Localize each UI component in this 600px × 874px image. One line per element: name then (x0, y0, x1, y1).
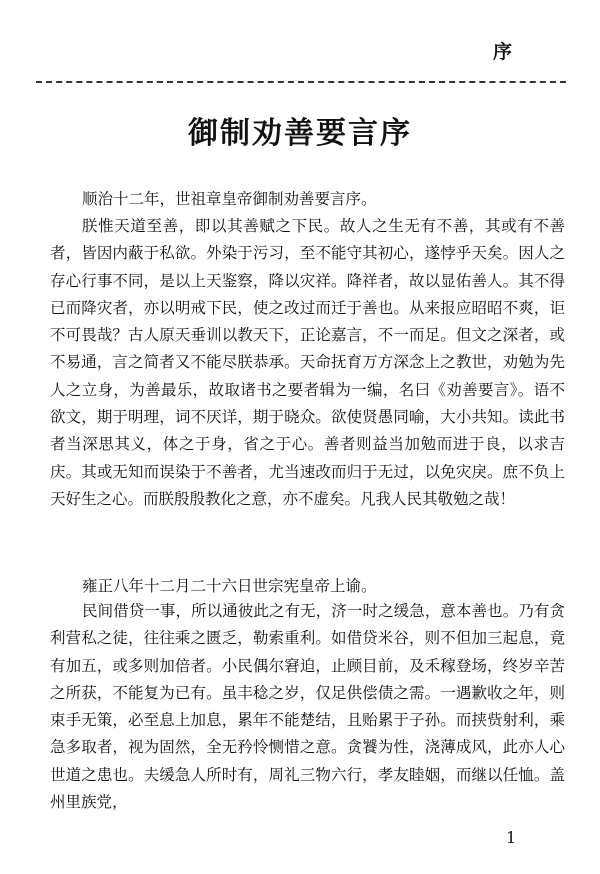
running-header-title: 序 (493, 41, 513, 63)
page-title: 御制劝善要言序 (188, 116, 412, 151)
section-1-heading: 顺治十二年，世祖章皇帝御制劝善要言序。 (82, 190, 377, 208)
section-1-body: 朕惟天道至善，即以其善赋之下民。故人之生无有不善，其或有不善者，皆因内蔽于私欲。外染于污习，至不能守其初心，遂悖乎天矣。因人之存心行事不同，是以上天鉴察，降以灾祥。降祥者，故以显佑善人。其不得已而降灾者，亦以明戒下民，使之改过而迁于善也。从来报应昭昭不爽，讵不可畏哉？古人原天垂训以教天下，正论嘉言，不一而足。但文之深者，或不易通，言之简者又不能尽朕恭承。天命抚育万方深念上之教世，劝勉为先人之立身，为善最乐，故取诸书之要者辑为一编，名曰《劝善要言》。语不欲文，期于明理，词不厌详，期于晓众。欲使贤愚同喻，大小共知。读此书者当深思其义，体之于身，省之于心。善者则益当加勉而进于良，以求吉庆。其或无知而误染于不善者，尤当速改而归于无过，以免灾戾。庶不负上天好生之心。而朕殷殷教化之意，亦不虚矣。凡我人民其敬勉之哉！ (50, 217, 565, 508)
section-2-body: 民间借贷一事，所以通彼此之有无，济一时之缓急，意本善也。乃有贪利营私之徒，往往乘之匮乏，勒索重利。如借贷米谷，则不但加三起息，竟有加五，或多则加倍者。小民偶尔窘迫，止顾目前，及禾稼登场，终岁辛苦之所获，不能复为已有。虽丰稔之岁，仅足供偿债之需。一遇歉收之年，则束手无策，必至息上加息，累年不能楚结，且贻累于子孙。而挟赀射利，乘急多取者，视为固然，全无矜怜恻惜之意。贪饕为性，浇薄成风，此亦人心世道之患也。夫缓急人所时有，周礼三物六行，孝友睦姻，而继以任恤。盖州里族党， (50, 602, 565, 812)
header-divider (36, 81, 566, 83)
section-2-heading: 雍正八年十二月二十六日世宗宪皇帝上谕。 (82, 577, 377, 595)
page-number: 1 (506, 828, 517, 847)
